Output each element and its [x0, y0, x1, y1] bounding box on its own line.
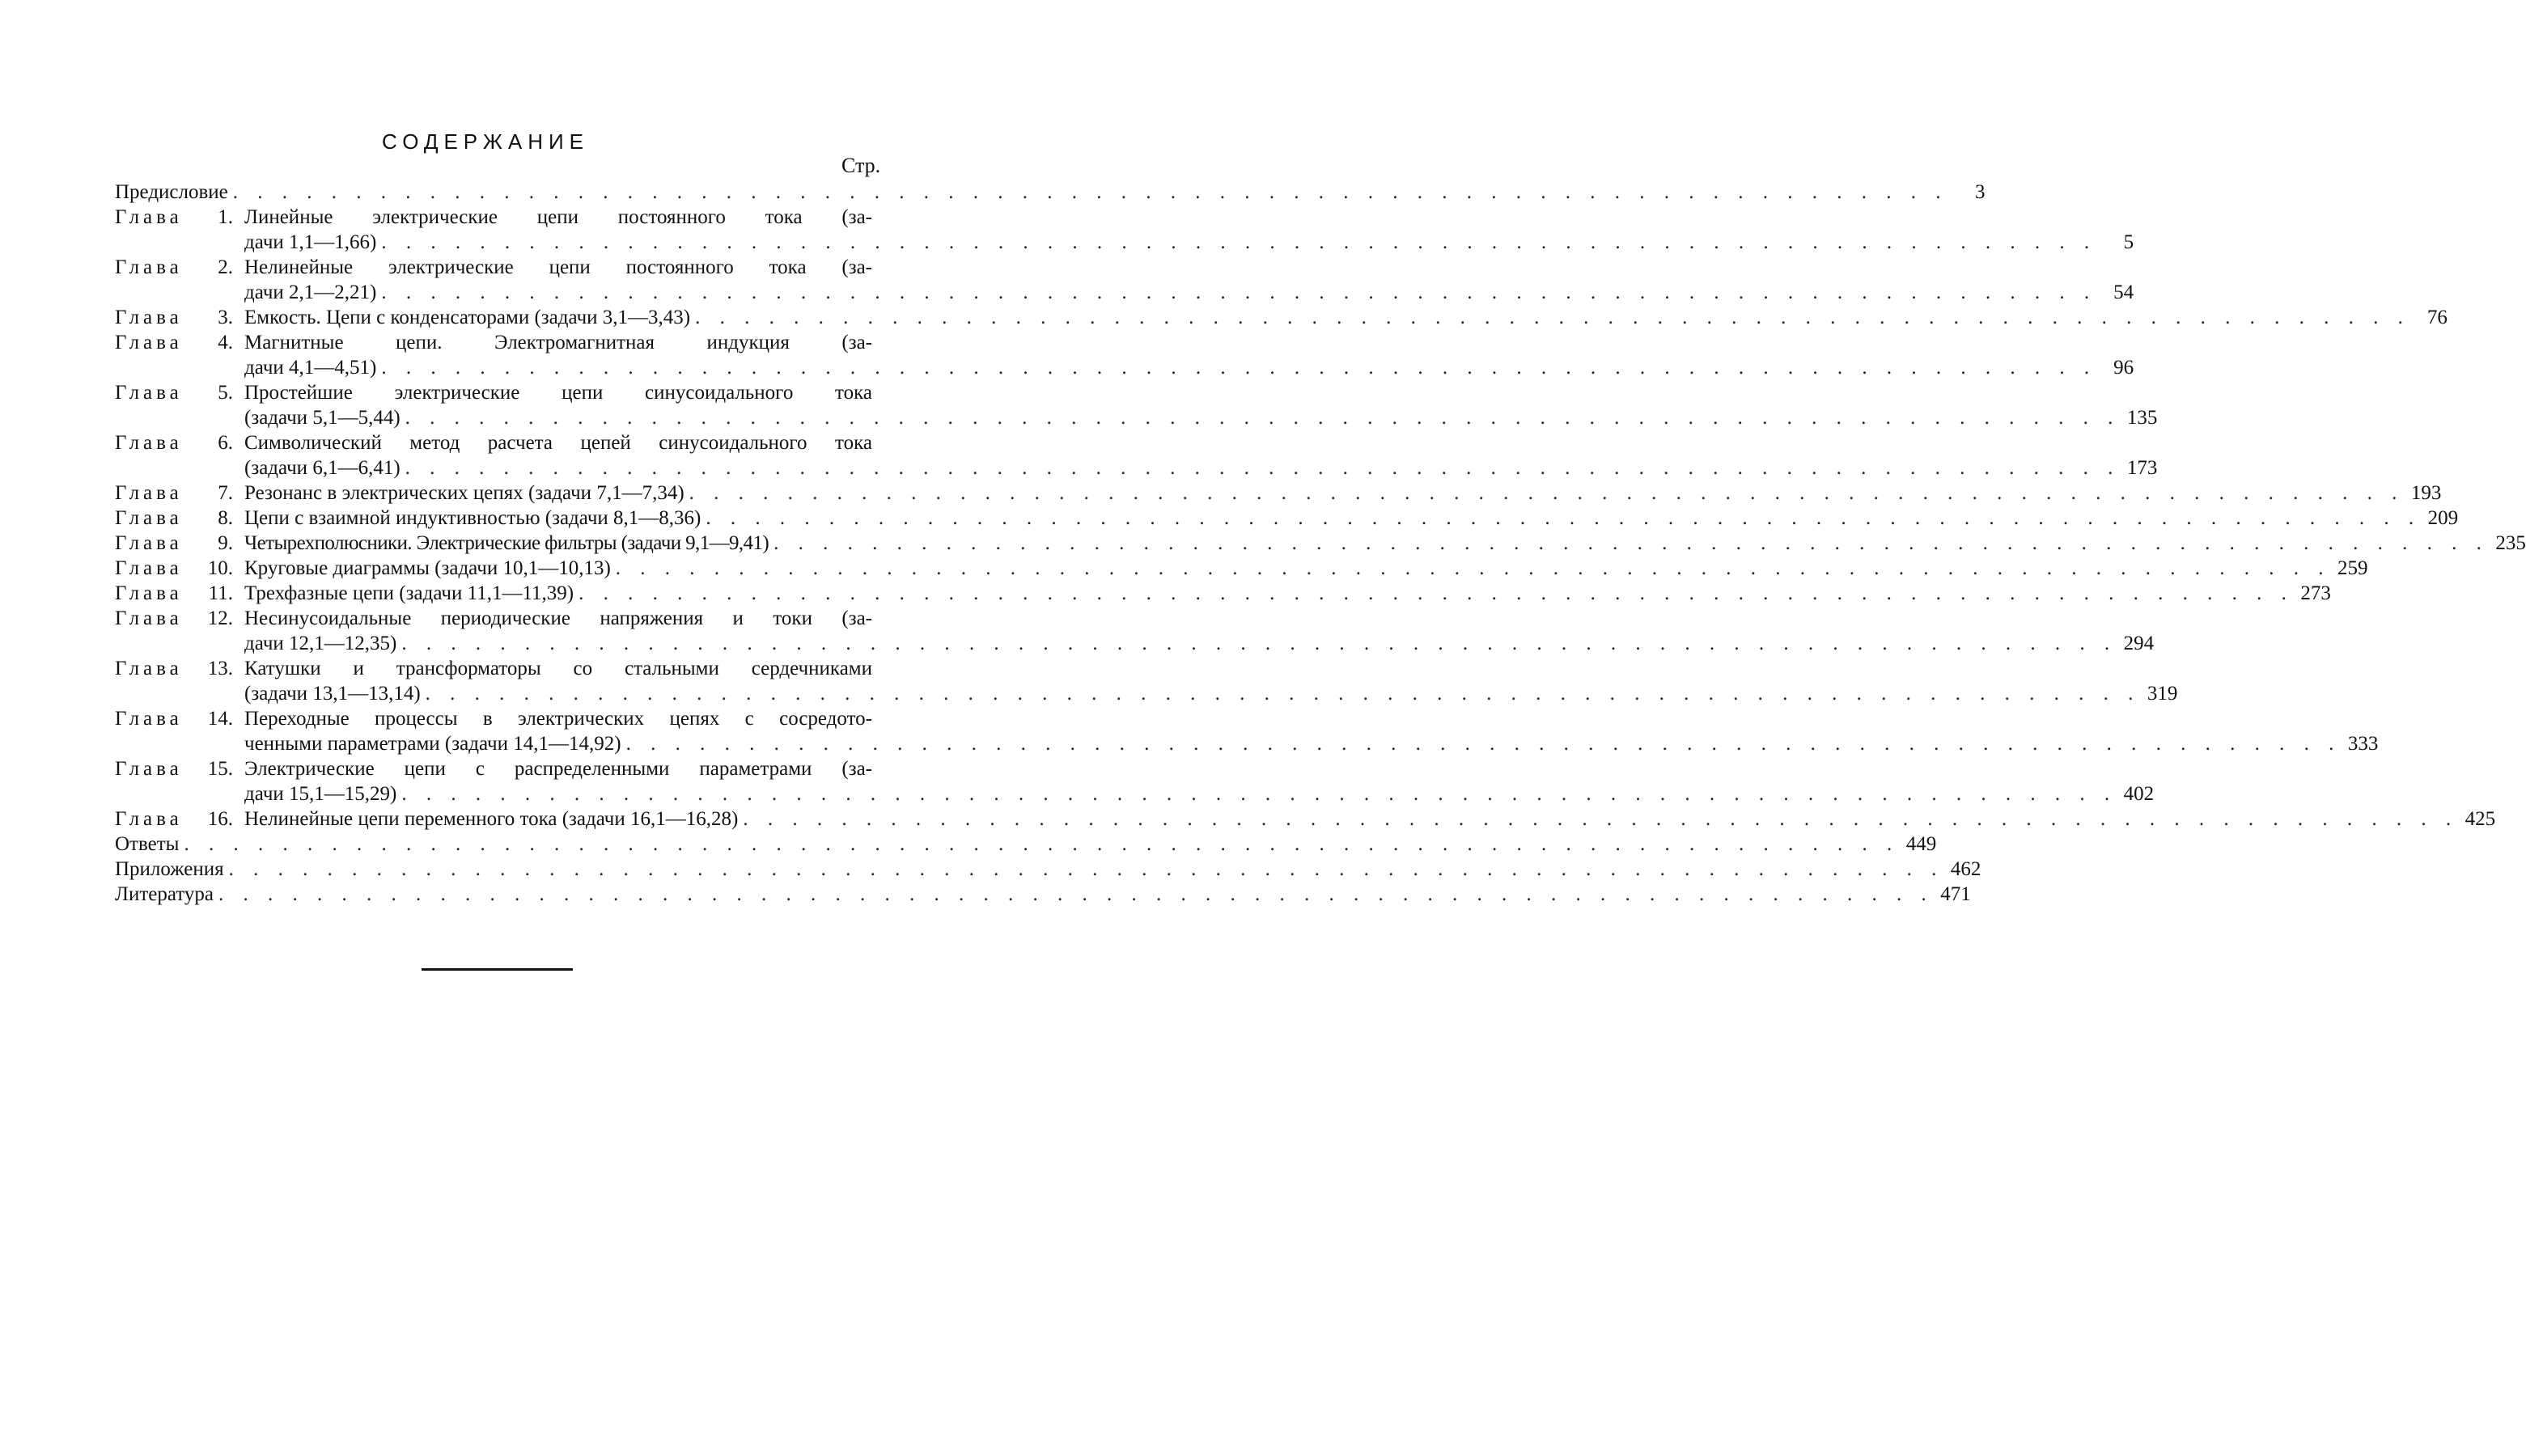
chapter-title-line: дачи 4,1—4,51): [244, 357, 377, 379]
chapter-number: 2.: [218, 256, 233, 278]
toc-entry-chapter-7[interactable]: [115, 480, 2442, 506]
leader-dots: [381, 280, 2096, 305]
chapter-word: Глава: [115, 708, 183, 730]
chapter-word: Глава: [115, 532, 183, 554]
chapter-number: 15.: [207, 758, 233, 780]
toc-page-number: 319: [2147, 683, 2178, 705]
chapter-word: Глава: [115, 758, 183, 780]
chapter-number: 6.: [218, 432, 233, 454]
chapter-number: 12.: [207, 607, 233, 629]
leader-dots: [695, 305, 2410, 330]
leader-dots: [218, 882, 1934, 907]
toc-entry-label: Ответы: [115, 833, 180, 855]
leader-dots: [233, 180, 1948, 205]
chapter-title-line: Цепи с взаимной индуктивностью (задачи 8,1—8,36): [244, 507, 701, 529]
toc-entry-chapter-9[interactable]: [115, 531, 2526, 556]
chapter-title-line: (задачи 5,1—5,44): [244, 407, 401, 429]
leader-dots: [773, 531, 2489, 556]
chapter-title-line: Нелинейные электрические цепи постоянного тока (за-: [244, 256, 872, 278]
leader-dots: [381, 355, 2096, 380]
leader-dots: [401, 781, 2117, 806]
toc-page-number: 193: [2410, 482, 2442, 504]
chapter-title-line: Круговые диаграммы (задачи 10,1—10,13): [244, 557, 611, 579]
chapter-title-line: ченными параметрами (задачи 14,1—14,92): [244, 733, 621, 755]
toc-entry-preface[interactable]: [115, 180, 1986, 205]
page-title: СОДЕРЖАНИЕ: [381, 129, 589, 154]
toc-entry-chapter-12[interactable]: [115, 606, 2155, 656]
leader-dots: [616, 556, 2331, 581]
chapter-number: 5.: [218, 382, 233, 404]
chapter-word: Глава: [115, 256, 183, 278]
leader-dots: [405, 405, 2121, 430]
toc-entry-chapter-15[interactable]: [115, 756, 2155, 806]
end-rule-divider: [422, 968, 573, 971]
chapter-number: 7.: [218, 482, 233, 504]
chapter-word: Глава: [115, 607, 183, 629]
chapter-number: 10.: [207, 557, 233, 579]
toc-page-number: 3: [1975, 181, 1986, 203]
toc-page-number: 294: [2123, 633, 2155, 654]
chapter-title-line: Резонанс в электрических цепях (задачи 7,1—7,34): [244, 482, 684, 504]
chapter-title-line: Линейные электрические цепи постоянного тока (за-: [244, 206, 872, 228]
chapter-title-line: Магнитные цепи. Электромагнитная индукция (за-: [244, 332, 872, 353]
chapter-word: Глава: [115, 658, 183, 679]
leader-dots: [706, 506, 2421, 531]
toc-page-number: 135: [2126, 407, 2158, 429]
toc-entry-label: Литература: [115, 883, 214, 905]
chapter-number: 14.: [207, 708, 233, 730]
toc-page-number: 471: [1940, 883, 1971, 905]
chapter-word: Глава: [115, 482, 183, 504]
chapter-title-line: дачи 2,1—2,21): [244, 281, 377, 303]
toc-entry-chapter-1[interactable]: [115, 205, 2134, 255]
toc-entry-label: Предисловие: [115, 181, 228, 203]
chapter-title-line: Переходные процессы в электрических цепях с сосредото-: [244, 708, 872, 730]
chapter-title-line: дачи 1,1—1,66): [244, 231, 377, 253]
toc-page-number: 402: [2123, 783, 2155, 805]
toc-page-number: 425: [2465, 808, 2496, 830]
chapter-title-line: Нелинейные цепи переменного тока (задачи 16,1—16,28): [244, 808, 739, 830]
chapter-number: 1.: [218, 206, 233, 228]
toc-page-number: 259: [2337, 557, 2368, 579]
toc-page-number: 449: [1905, 833, 1937, 855]
toc-page-number: 235: [2495, 532, 2526, 554]
chapter-number: 3.: [218, 307, 233, 328]
chapter-title-line: дачи 12,1—12,35): [244, 633, 397, 654]
toc-entry-chapter-10[interactable]: [115, 556, 2368, 581]
leader-dots: [184, 832, 1899, 857]
leader-dots: [689, 480, 2405, 506]
toc-page-number: 5: [2123, 231, 2134, 253]
toc-entry-chapter-14[interactable]: [115, 706, 2379, 756]
toc-entry-chapter-3[interactable]: [115, 305, 2448, 330]
leader-dots: [426, 681, 2141, 706]
toc-entry-chapter-11[interactable]: [115, 581, 2331, 606]
leader-dots: [405, 455, 2121, 480]
toc-page-number: 173: [2126, 457, 2158, 479]
page-column-header: Стр.: [841, 154, 881, 177]
table-of-contents: [115, 180, 2526, 907]
toc-entry-label: Приложения: [115, 858, 224, 880]
chapter-title-line: Катушки и трансформаторы со стальными сердечниками: [244, 658, 872, 679]
chapter-word: Глава: [115, 582, 183, 604]
leader-dots: [579, 581, 2294, 606]
chapter-word: Глава: [115, 507, 183, 529]
toc-entry-chapter-13[interactable]: [115, 656, 2178, 706]
toc-entry-chapter-8[interactable]: [115, 506, 2459, 531]
chapter-word: Глава: [115, 432, 183, 454]
chapter-title-line: (задачи 6,1—6,41): [244, 457, 401, 479]
toc-entry-literature[interactable]: [115, 882, 1971, 907]
leader-dots: [381, 230, 2096, 255]
chapter-title-line: дачи 15,1—15,29): [244, 783, 397, 805]
chapter-title-line: Несинусоидальные периодические напряжения и токи (за-: [244, 607, 872, 629]
chapter-title-line: Емкость. Цепи с конденсаторами (задачи 3,1—3,43): [244, 307, 691, 328]
toc-page-number: 333: [2347, 733, 2379, 755]
toc-page-number: 462: [1950, 858, 1981, 880]
chapter-number: 9.: [218, 532, 233, 554]
chapter-number: 11.: [208, 582, 233, 604]
leader-dots: [401, 631, 2117, 656]
toc-page-number: 273: [2300, 582, 2331, 604]
toc-entry-chapter-6[interactable]: [115, 430, 2158, 480]
chapter-word: Глава: [115, 332, 183, 353]
chapter-number: 4.: [218, 332, 233, 353]
chapter-word: Глава: [115, 382, 183, 404]
chapter-number: 16.: [207, 808, 233, 830]
toc-entry-chapter-2[interactable]: [115, 255, 2134, 305]
chapter-word: Глава: [115, 307, 183, 328]
chapter-number: 8.: [218, 507, 233, 529]
toc-entry-chapter-16[interactable]: [115, 806, 2496, 832]
toc-entry-answers[interactable]: [115, 832, 1937, 857]
chapter-word: Глава: [115, 557, 183, 579]
chapter-title-line: Трехфазные цепи (задачи 11,1—11,39): [244, 582, 574, 604]
chapter-number: 13.: [207, 658, 233, 679]
chapter-title-line: Четырехполюсники. Электрические фильтры (задачи 9,1—9,41): [244, 532, 769, 554]
toc-page-number: 76: [2426, 307, 2448, 328]
toc-entry-chapter-4[interactable]: [115, 330, 2134, 380]
toc-entry-chapter-5[interactable]: [115, 380, 2158, 430]
chapter-title-line: Простейшие электрические цепи синусоидального тока: [244, 382, 872, 404]
chapter-title-line: Символический метод расчета цепей синусоидального тока: [244, 432, 872, 454]
leader-dots: [229, 857, 1944, 882]
chapter-title-line: Электрические цепи с распределенными параметрами (за-: [244, 758, 872, 780]
leader-dots: [743, 806, 2458, 832]
toc-entry-appendices[interactable]: [115, 857, 1981, 882]
chapter-word: Глава: [115, 808, 183, 830]
leader-dots: [626, 731, 2342, 756]
chapter-title-line: (задачи 13,1—13,14): [244, 683, 421, 705]
chapter-word: Глава: [115, 206, 183, 228]
toc-page-number: 54: [2113, 281, 2134, 303]
toc-page-number: 209: [2427, 507, 2459, 529]
toc-page-number: 96: [2113, 357, 2134, 379]
